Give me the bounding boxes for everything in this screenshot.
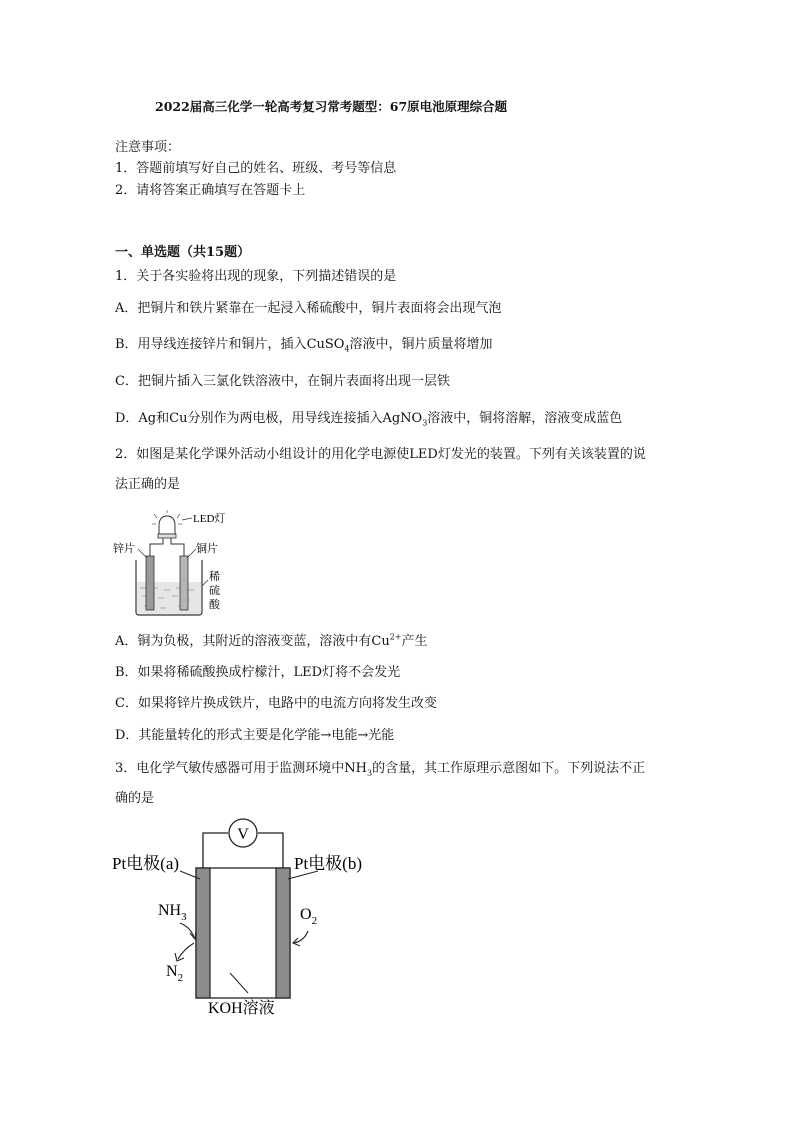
q2-option-a: A．铜为负极，其附近的溶液变蓝，溶液中有$Cu^{2+}$产生 <box>115 632 428 649</box>
o2-label: $O_2$ <box>300 906 318 927</box>
q3-stem-line-1: 3．电化学气敏传感器可用于监测环境中$NH_3$的含量，其工作原理示意图如下。下列说法不正 <box>115 761 646 778</box>
solution-label: KOH溶液 <box>208 1000 275 1017</box>
led-label: LED灯 <box>193 513 226 525</box>
q2-stem-line-1: 2．如图是某化学课外活动小组设计的用化学电源使LED灯发光的装置。下列有关该装置的说 <box>115 447 646 462</box>
n2-label: $N_2$ <box>166 963 184 984</box>
n2-arrow <box>178 943 194 959</box>
chemical-formula: CuSO$_4$ <box>306 337 350 354</box>
copper-electrode <box>180 556 188 610</box>
chemical-formula: AgNO$_3$ <box>382 411 428 428</box>
o2-arrow <box>294 931 308 943</box>
document-title: 2022届高三化学一轮高考复习常考题型：67原电池原理综合题 <box>155 99 508 114</box>
gas-sensor-figure <box>108 813 398 1028</box>
acid-label-3: 酸 <box>209 599 220 611</box>
q2-stem-line-2: 法正确的是 <box>115 477 181 492</box>
zinc-electrode <box>146 556 154 610</box>
notice-heading: 注意事项： <box>115 140 181 155</box>
q1-option-a: A．把铜片和铁片紧靠在一起浸入稀硫酸中，铜片表面将会出现气泡 <box>115 301 502 316</box>
zinc-label: 锌片 <box>113 543 135 555</box>
q3-stem-line-2: 确的是 <box>115 791 155 806</box>
electrode-b-label: Pt电极(b) <box>294 854 362 873</box>
copper-label: 铜片 <box>196 543 218 555</box>
voltmeter-label: V <box>237 826 249 843</box>
led-cell-figure <box>112 508 242 618</box>
q2-option-d: D．其能量转化的形式主要是化学能→电能→光能 <box>115 728 395 743</box>
led-bulb-icon <box>152 510 182 538</box>
acid-label-1: 稀 <box>209 571 220 583</box>
nh3-label: $NH_3$ <box>158 902 187 923</box>
notice-item-1: 1．答题前填写好自己的姓名、班级、考号等信息 <box>115 161 397 176</box>
acid-label-2: 硫 <box>209 585 220 597</box>
q1-option-b: B．用导线连接锌片和铜片，插入CuSO$_4$溶液中，铜片质量将增加 <box>115 337 493 354</box>
q1-option-d: D．Ag和Cu分别作为两电极，用导线连接插入AgNO$_3$溶液中，铜将溶解，溶液变成蓝色 <box>115 411 623 428</box>
section-heading: 一、单选题（共15题） <box>115 245 251 260</box>
q2-option-b: B．如果将稀硫酸换成柠檬汁，LED灯将不会发光 <box>115 665 401 680</box>
q1-stem: 1．关于各实验将出现的现象，下列描述错误的是 <box>115 269 397 284</box>
electrode-a <box>196 868 210 998</box>
electrode-a-label: Pt电极(a) <box>112 854 180 873</box>
q1-option-c: C．把铜片插入三氯化铁溶液中，在铜片表面将出现一层铁 <box>115 374 450 389</box>
electrode-b <box>276 868 290 998</box>
q2-option-c: C．如果将锌片换成铁片，电路中的电流方向将发生改变 <box>115 696 437 711</box>
notice-item-2: 2．请将答案正确填写在答题卡上 <box>115 183 306 198</box>
